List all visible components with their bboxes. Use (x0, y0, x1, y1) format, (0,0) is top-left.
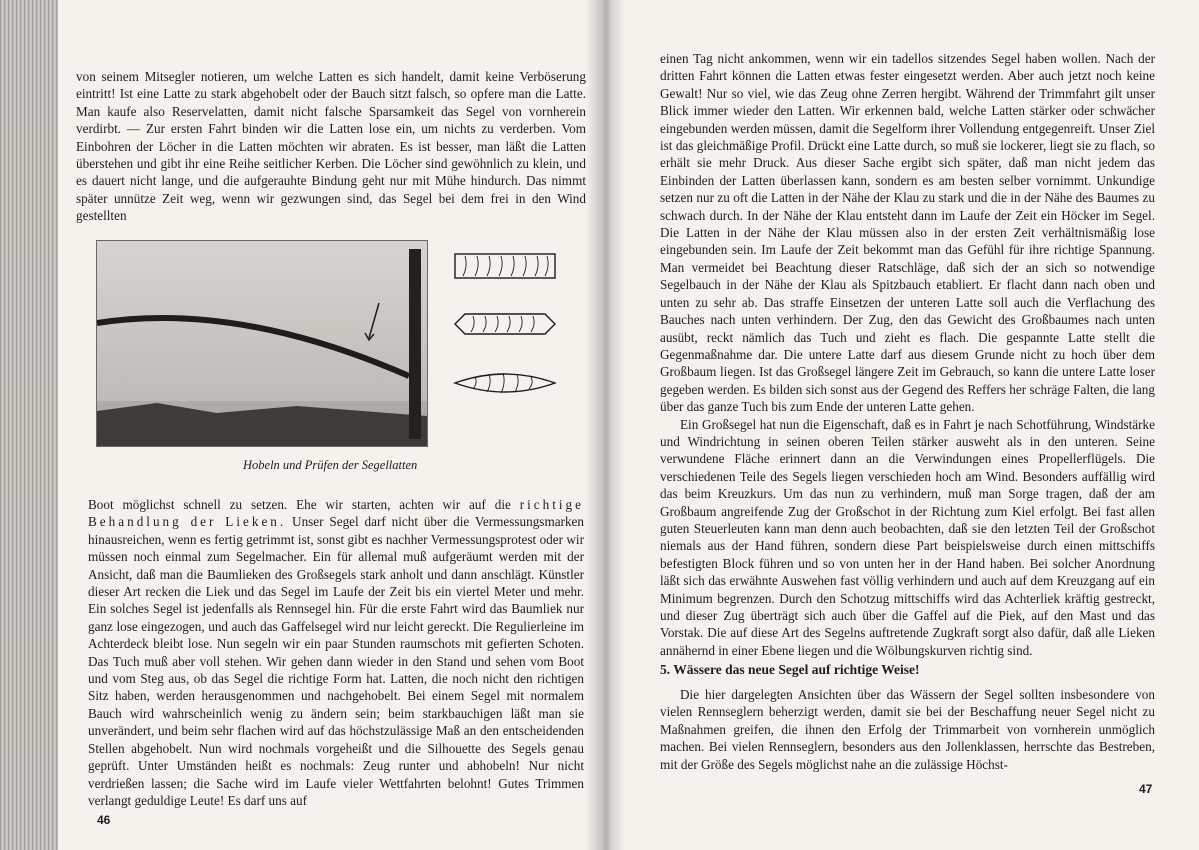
batten-diagrams (451, 250, 561, 400)
photo-drawing (97, 241, 427, 446)
left-top-text: von seinem Mitsegler notieren, um welche Latten es sich handelt, damit keine Verböserung eintritt! Ist eine Latte zu stark abgehobelt oder der Bauch sitzt falsch, so opfere man die Latte. Man kaufe also Reservelatten, damit nicht falsche Sparsamkeit das Segel von vornherein verdirbt. — Zur ersten Fahrt binden wir die Latten lose ein, um nichts zu verderben. Vom Einbohren der Löcher in die Latten möchten wir abraten. Es ist besser, man läßt die Latten überstehen und gibt ihr eine Reihe seitlicher Kerben. Die Löcher sind gewöhnlich zu klein, und es dauert nicht lange, und die aufgerauhte Bindung geht nur mit Mühe hindurch. Das nimmt später unnütze Zeit weg, wenn wir gezwungen sind, das Segel bei dem frei in den Wind gestellten (76, 69, 586, 224)
right-para-2: Ein Großsegel hat nun die Eigenschaft, daß es in Fahrt je nach Schotführung, Windstärke und Windrichtung in seinen oberen Teilen stärker ausweht als in den unteren. Seine verwundene Fläche erinnert dann an die Verwindungen eines Propellerflügels. Die verschiedenen Teile des Segels liegen verschieden hoch am Wind. Besonders auffällig wird das beim Kreuzkurs. Um das nun zu verhindern, muß man Sorge tragen, daß der am Großbaum angreifende Zug der Großschot in der Richtung zum Kiel erfolgt. Bei fast allen guten Steuerleuten kann man denn auch beobachten, daß sie den letzten Teil der Großschot niemals aus der Hand führen, sondern diese Part beispielsweise durch einen mittschiffs befestigten Block führen und so von unten her in der Hand haben. Bei solcher Anordnung läßt sich das erwähnte Auswehen fast völlig verhindern und auch auf dem Kreuzgang auf ein Minimum begrenzen. Durch den Schotzug mittschiffs wird das Achterliek kräftig gestreckt, und dieser Zug überträgt sich auch über die Gaffel auf die Piek, auf den Mast und das Vorstak. Die auf diese Art des Segelns auftretende Zugkraft sorgt also dafür, daß alle Lieken annähernd in einer Ebene liegen und die Wölbungskurven richtig sind. (660, 416, 1155, 658)
right-paragraphs (660, 50, 1155, 659)
figure-segellatten (96, 240, 586, 455)
right-para-1: einen Tag nicht ankommen, wenn wir ein tadellos sitzendes Segel haben wollen. Nach der dritten Fahrt können die Latten etwas fester eingesetzt werden. Aber auch jetzt noch keine Gewalt! Nur so viel, wie das Zeug ohne Zerren hergibt. Während der Trimmfahrt gilt unser Blick immer wieder den Latten. Wir erkennen bald, welche Latten stärker oder schwächer eingebunden werden müssen, damit die Segelform ihrer Vollendung entgegenreift. Unser Ziel ist das gleichmäßige Profil. Drückt eine Latte durch, so muß sie lockerer, liegt sie zu flach, so erhält sie mehr Druck. Aus dieser Sache ergibt sich später, daß man nicht jedem das Einbinden der Latten überlassen kann, sondern es am besten selber vornimmt. Unkundige setzen nur zu oft die Latten in der Nähe der Klau zu stark und die in der Nähe des Baumes zu schwach durch. In der Nähe der Klau entsteht dann im Laufe der Zeit ein Höcker im Segel. Die Latten in der Nähe der Klau müssen also in der ersten Zeit verhältnismäßig lose eingebunden sein. Im Laufe der Zeit bekommt man das Gefühl für ihre richtige Spannung. Man vermeidet bei Beachtung dieser Ratschläge, daß sich der an sich so notwendige Segelbauch in der Nähe der Klau als Spitzbauch etabliert. Er flacht dann nach oben und unten zu sehr ab. Das straffe Einsetzen der unteren Latte soll auch die Verflachung des Bauches nach unten verhindern. Der Zug, den das Gewicht des Großbaumes nach unten ausübt, reckt nämlich das Tuch und zieht es flach. Die gespannte Latte stellt die Gegenmaßnahme dar. Die untere Latte darf aus diesem Grunde nicht zu hoch über dem Großbaum liegen. Ist das Großsegel längere Zeit im Gebrauch, so kann die untere Latte loser gegeben werden. Es bilden sich sonst aus der Gegend des Reffers her schräge Falten, die lang über das ganze Tuch bis zum Ende der unteren Latte gehen. (660, 51, 1155, 415)
section-heading: 5. Wässere das neue Segel auf richtige Weise! (660, 662, 920, 677)
book-gutter (586, 0, 626, 850)
page-number-left: 46 (97, 813, 111, 827)
photo-sail-batten (96, 240, 428, 447)
left-bottom-paragraph (88, 496, 584, 809)
page-edges (0, 0, 58, 850)
left-bottom-emphasis: richtige Behandlung der Lieken. (88, 497, 584, 530)
right-para-3: Die hier dargelegten Ansichten über das Wässern der Segel sollten insbesondere von vielen Rennseglern beherzigt werden, damit sie bei der Beschaffung neuer Segel nicht zu Maßnahmen greifen, die ihnen den Erfolg der Trimmarbeit von vornherein unmöglich machen. Bei vielen Rennseglern, besonders aus den Jollenklassen, herrschte das Bestreben, mit der Größe des Segels möglichst nahe an die zulässige Höchst- (660, 687, 1155, 772)
figure-caption: Hobeln und Prüfen der Segellatten (243, 458, 418, 472)
left-top-paragraph (76, 68, 586, 225)
left-bottom-text-b: Unser Segel darf nicht über die Vermessungsmarken hinausreichen, wenn es fertig getrimmt ist, sonst gibt es nachher Vermessungsprotest oder wir müssen noch einmal zum Segelmacher. Ein für allemal muß aufgeräumt werden mit der Ansicht, daß man die Baumlieken des Großsegels stark anholt und dann anschlägt. Künstler dieser Art recken die Liek und das Segel im Laufe der Zeit bis ein viertel Meter und mehr. Ein solches Segel ist jedenfalls als Rennsegel hin. Für die erste Fahrt wird das Baumliek nur ganz lose eingezogen, und auch das Gaffelsegel wird nur leicht gereckt. Die Regulierleine im Achterdeck bleibt lose. Nun segeln wir ein paar Stunden raumschots mit gefierten Schoten. Das Tuch muß aber voll stehen. Wir gehen dann wieder in den Stand und sehen vom Boot und vom Steg aus, ob das Segel die richtige Form hat. Latten, die noch nicht den richtigen Sitz haben, werden herausgenommen und nachgehobelt. Bei einem Segel mit normalem Bauch wird wahrscheinlich wenig zu ändern sein; beim starkbauchigen läßt man sie unverändert, und beim sehr flachen wird auf das höchstzulässige Maß an den entscheidenden Stellen abgehobelt. Nun wird nochmals vorgeheißt und die Silhouette des Segels genau geprüft. Unter Umständen heißt es nochmals: Zeug runter und abhobeln! Nur nicht verdrießen lassen; die Sache wird im Laufe vieler Wettfahrten belohnt! Gutes Trimmen verlangt geduldige Leute! Es darf uns auf (88, 514, 584, 808)
section-paragraph (660, 686, 1155, 773)
left-bottom-text-a: Boot möglichst schnell zu setzen. Ehe wir starten, achten wir auf die (88, 497, 520, 512)
page-number-right: 47 (1139, 782, 1153, 796)
